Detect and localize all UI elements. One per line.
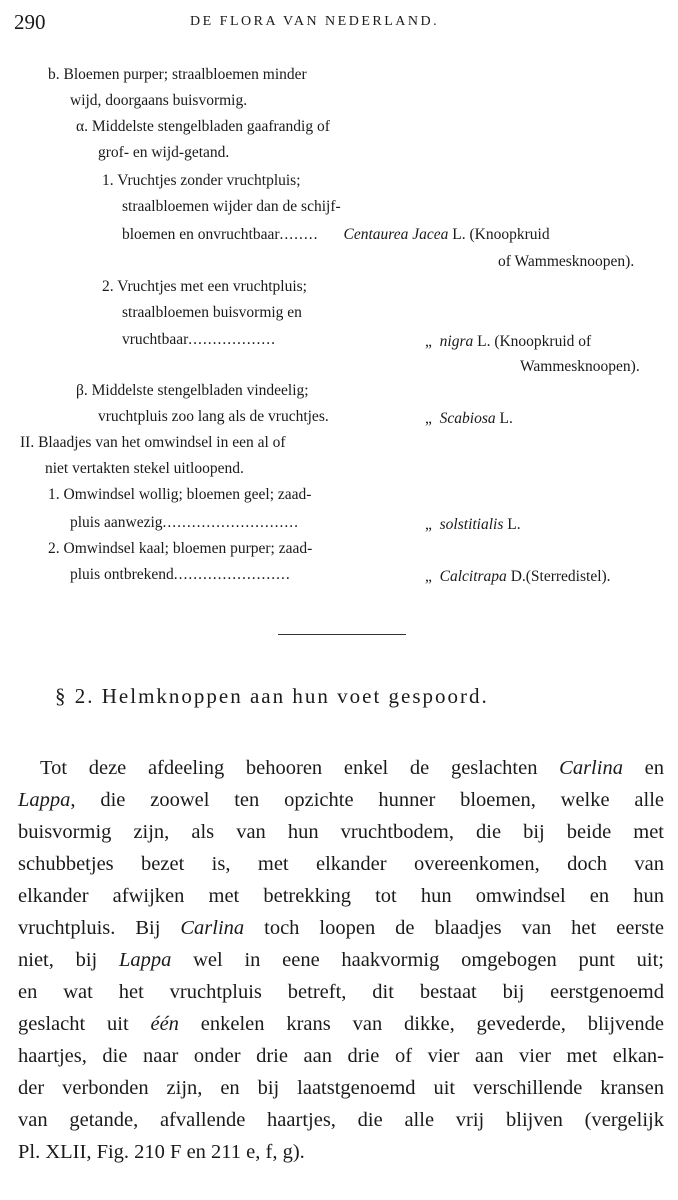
ditto-mark: „ [425,410,432,427]
key-alpha-line1: α. Middelste stengelbladen gaafrandig of [76,118,330,135]
key-alpha2-taxon [425,331,591,352]
key-alpha2-line1: 2. Vruchtjes met een vruchtpluis; [102,278,307,295]
key-b-line2: wijd, doorgaans buisvormig. [70,92,248,109]
section-divider [278,634,406,635]
key-beta-line1: β. Middelste stengelbladen vindeelig; [76,382,309,399]
key-alpha2-text: vruchtbaar [122,331,189,348]
leader-dots: ........................ [173,566,291,583]
genus-name: Carlina [180,917,245,939]
taxon-author: L. (Knoopkruid [452,226,550,243]
ditto-mark: „ [425,516,432,533]
section-heading: § 2. Helmknoppen aan hun voet gespoord. [55,684,489,708]
key-II1-line1: 1. Omwindsel wollig; bloemen geel; zaad- [48,486,312,503]
key-beta-taxon [425,408,513,429]
taxon-name: Scabiosa [439,410,496,427]
body-line-13: Pl. XLII, Fig. 210 F en 211 e, f, g). [18,1141,305,1163]
key-II2-line1: 2. Omwindsel kaal; bloemen purper; zaad- [48,540,313,557]
genus-name: Lappa [118,949,172,971]
ditto-mark: „ [425,568,432,585]
running-title: DE FLORA VAN NEDERLAND. [190,14,440,29]
key-alpha1-line1: 1. Vruchtjes zonder vruchtpluis; [102,172,301,189]
taxon-author: L. [507,516,521,533]
key-II2-line2 [70,564,364,585]
body-line-11: der verbonden zijn, en bij laatstgenoemd uit verschillende kransen [18,1077,664,1099]
body-line-10: haartjes, die naar onder drie aan drie of vier aan vier met elkan- [18,1045,664,1067]
taxon-author: L. (Knoopkruid of [477,333,592,350]
taxon-name: Calcitrapa [439,568,507,585]
key-alpha1-line3 [122,224,550,245]
leader-dots: ............................ [162,514,300,531]
key-alpha1-text: bloemen en onvruchtbaar [122,226,280,243]
key-II1-line2 [70,512,368,533]
body-line-1: Tot deze afdeeling behooren enkel de geslachten Carlina en [40,757,664,779]
body-line-12: van getande, afvallende haartjes, die alle vrij blijven (vergelijk [18,1109,664,1131]
key-beta-line2: vruchtpluis zoo lang als de vruchtjes. [98,408,329,425]
body-line-9: geslacht uit één enkelen krans van dikke, gevederde, blijvende [18,1013,664,1035]
leader-dots: .................. [188,331,277,348]
genus-name: Carlina [559,757,623,779]
ditto-mark: „ [425,333,432,350]
body-line-2: Lappa, die zoowel ten opzichte hunner bloemen, welke alle [18,789,664,811]
body-line-5: elkander afwijken met betrekking tot hun omwindsel en hun [18,885,664,907]
taxon-name: solstitialis [439,516,504,533]
taxon-name: Centaurea Jacea [343,226,449,243]
body-line-8: en wat het vruchtpluis betreft, dit bestaat bij eerstgenoemd [18,981,664,1003]
key-II-line2: niet vertakten stekel uitloopend. [45,460,244,477]
key-II-line1: II. Blaadjes van het omwindsel in een al of [20,434,286,451]
key-alpha-line2: grof- en wijd-getand. [98,144,230,161]
taxon-name: nigra [439,333,474,350]
key-alpha1-line2: straalbloemen wijder dan de schijf- [122,198,341,215]
body-line-3: buisvormig zijn, als van hun vruchtbodem, die bij beide met [18,821,664,843]
key-alpha2-line2: straalbloemen buisvormig en [122,304,302,321]
key-alpha2-line3 [122,329,366,350]
key-II1-taxon [425,514,521,535]
key-II2-text: pluis ontbrekend [70,566,174,583]
body-line-4: schubbetjes bezet is, met elkander overeenkomen, doch van [18,853,664,875]
taxon-author: L. [499,410,513,427]
key-II2-taxon [425,566,611,587]
genus-name: Lappa [18,789,71,811]
body-line-7: niet, bij Lappa wel in eene haakvormig omgebogen punt uit; [18,949,664,971]
taxon-author: D.(Sterredistel). [510,568,611,585]
emphasis: één [150,1013,179,1035]
key-alpha2-continuation: Wammesknoopen). [520,358,640,375]
page-number: 290 [14,10,46,34]
key-II1-text: pluis aanwezig [70,514,163,531]
leader-dots: ........ [279,226,319,243]
key-alpha1-continuation: of Wammesknoopen). [498,253,635,270]
body-line-6: vruchtpluis. Bij Carlina toch loopen de blaadjes van het eerste [18,917,664,939]
key-b-line1: b. Bloemen purper; straalbloemen minder [48,66,307,83]
